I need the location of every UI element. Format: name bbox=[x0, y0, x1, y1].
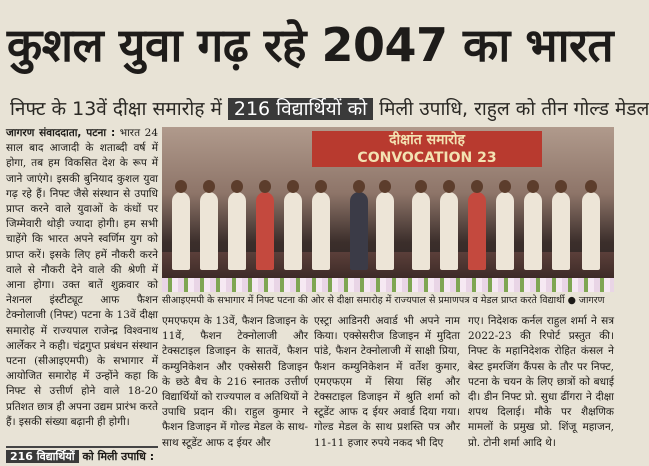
graduate-figure bbox=[524, 192, 542, 270]
dateline: जागरण संवाददाता, पटना : bbox=[6, 127, 116, 139]
graduate-figure bbox=[284, 192, 302, 270]
convocation-photo bbox=[162, 127, 614, 292]
headline: कुशल युवा गढ़ रहे 2047 का भारत bbox=[6, 18, 614, 72]
convocation-banner bbox=[312, 131, 542, 167]
sidebar-heading bbox=[6, 446, 158, 466]
graduate-figure bbox=[468, 192, 486, 270]
sidebar-heading-rest: को मिली उपाधि : bbox=[78, 450, 155, 463]
graduate-figure bbox=[228, 192, 246, 270]
graduate-figure bbox=[172, 192, 190, 270]
article-column-1: एमएफएम के 13वें, फैशन डिजाइन के 11वें, फैशन टेक्नोलाजी और टेक्सटाइल डिजाइन के सातवें, फैशन कम्युनिकेशन और एक्सेसरी डिजाइन के छठे बैच के 216 स्नातक उत्तीर्ण विद्यार्थियों को राज्यपाल व अतिथियों ने उपाधि प्रदान की। राहुल कुमार ने फैशन डिजाइन में गोल्ड मेडल के साथ-साथ स्टूडेंट आफ द ईयर और bbox=[162, 315, 308, 449]
graduate-figure bbox=[412, 192, 430, 270]
flower-decoration bbox=[162, 278, 614, 292]
governor-figure bbox=[350, 192, 368, 270]
lead-article-column bbox=[6, 126, 158, 464]
banner-hindi-text: दीक्षांत समारोह bbox=[389, 132, 465, 148]
banner-english-text: CONVOCATION 23 bbox=[357, 150, 497, 166]
article-column-2: एस्ट्रा आडिनरी अवार्ड भी अपने नाम किया। एक्सेसरीज डिजाइन में मुदिता पांडे, फैशन टेक्नोलाजी में साक्षी प्रिया, फैशन कम्युनिकेशन में वर्तेश कुमार, एमएफएम में सिया सिंह और टेक्सटाइल डिजाइन में श्रुति शर्मा को स्टूडेंट आफ द ईयर अवार्ड दिया गया। गोल्ड मेडल के साथ प्रशस्ति पत्र और 11-11 हजार रुपये नकद भी दिए bbox=[314, 315, 460, 449]
article-column-3: गए। निदेशक कर्नल राहुल शर्मा ने सत्र 2022-23 की रिपोर्ट प्रस्तुत की। निफ्ट के महानिदेशक रोहित कंसल ने बेस्ट इमरजिंग कैंपस के तौर पर निफ्ट, पटना के चयन के लिए छात्रों को बधाई दी। डीन निफ्ट प्रो. सुधा ढींगरा ने दीक्षा शपथ दिलाई। मौके पर शैक्षणिक मामलों के प्रमुख प्रो. शिंजू महाजन, प्रो. टोनी शर्मा आदि थे। bbox=[468, 315, 614, 449]
subheadline bbox=[0, 92, 649, 126]
graduate-figure bbox=[200, 192, 218, 270]
subhead-highlight: 216 विद्यार्थियों को bbox=[228, 98, 373, 120]
graduate-figure bbox=[440, 192, 458, 270]
graduate-figure bbox=[582, 192, 600, 270]
subhead-suffix: मिली उपाधि, राहुल को तीन गोल्ड मेडल bbox=[373, 98, 649, 120]
graduate-figure bbox=[256, 192, 274, 270]
sidebar-highlight: 216 विद्यार्थियों bbox=[6, 450, 79, 463]
graduate-figure bbox=[496, 192, 514, 270]
graduate-figure bbox=[312, 192, 330, 270]
graduate-figure bbox=[552, 192, 570, 270]
subhead-prefix: निफ्ट के 13वें दीक्षा समारोह में bbox=[10, 98, 228, 120]
lead-text: भारत 24 साल बाद आजादी के शताब्दी वर्ष में होगा, तब हम विकसित देश के रूप में जाने जाएंगे। इसकी बुनियाद कुशल युवा गढ़ रहे हैं। निफ्ट जैसे संस्थान से उपाधि प्राप्त करने वाले युवाओं के कंधों पर जिम्मेवारी थोड़ी ज्यादा होगी। हम सभी चाहेंगे कि भारत अपने स्वर्णिम युग को प्राप्त करें। इसके लिए हमें नौकरी करने वाले से नौकरी देने वाले की श्रेणी में आना होगा। उक्त बातें शुक्रवार को नेशनल इंस्टीट्यूट आफ फैशन टेक्नोलाजी (निफ्ट) पटना के 13वें दीक्षा समारोह में राज्यपाल राजेन्द्र विश्वनाथ आर्लेकर ने कही। चंद्रगुप्त प्रबंधन संस्थान पटना (सीआइएमपी) के सभागार में आयोजित समारोह में उन्होंने कहा कि निफ्ट से उत्तीर्ण होने वाले 18-20 प्रतिशत छात्र ही अपना उद्यम प्रारंभ करते हैं। इसकी संख्या बढ़ानी ही होगी। bbox=[6, 127, 159, 428]
official-figure bbox=[376, 192, 394, 270]
photo-caption: सीआइएमपी के सभागार में निफ्ट पटना की ओर से दीक्षा समारोह में राज्यपाल से प्रमाणपत्र व मेडल प्राप्त करते विद्यार्थी ● जागरण bbox=[162, 295, 605, 306]
